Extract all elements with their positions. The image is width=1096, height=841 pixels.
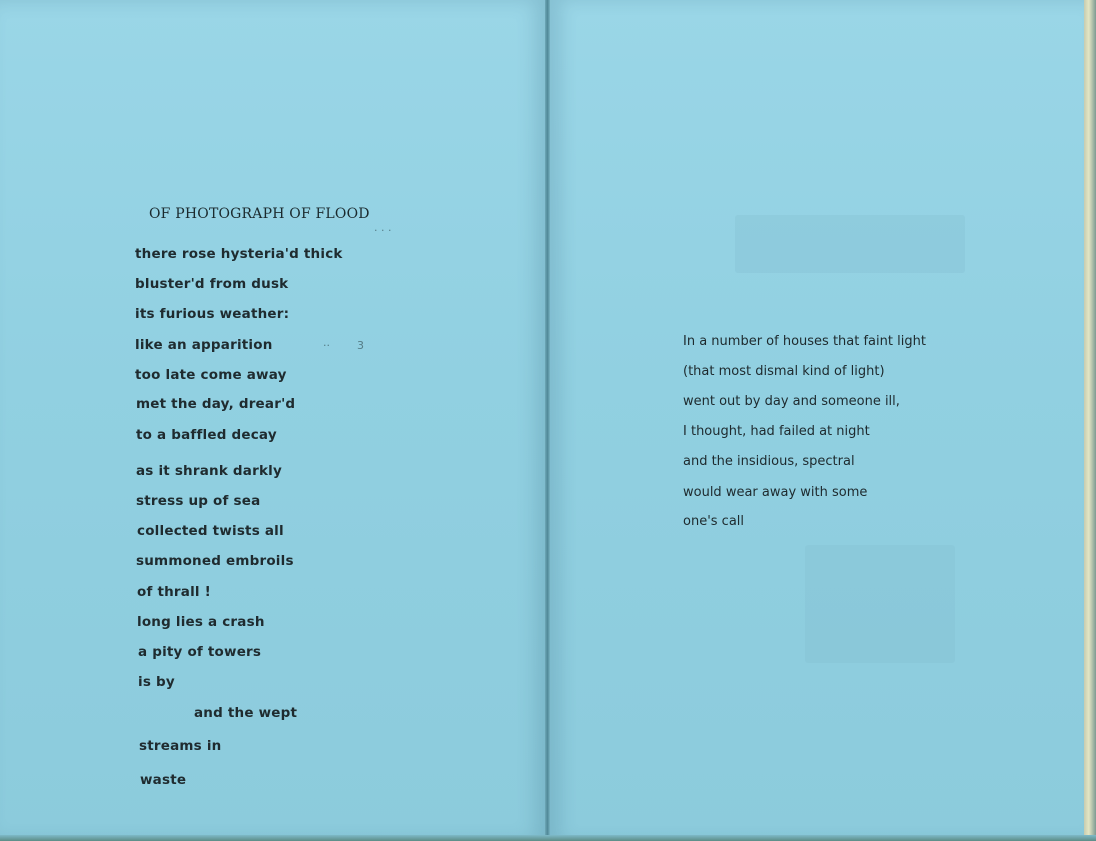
page-edges [1084,0,1096,841]
ink-speck: ·· [323,339,330,352]
show-through-block [735,215,965,273]
poem-line: to a baffled decay [136,427,277,443]
poem-line: would wear away with some [683,485,868,500]
poem-line: I thought, had failed at night [683,424,870,439]
poem-line: collected twists all [137,523,284,539]
show-through-block [805,545,955,663]
poem-line: In a number of houses that faint light [683,334,926,349]
bottom-page-edge [0,835,1096,841]
poem-line: there rose hysteria'd thick [135,246,343,262]
poem-line: its furious weather: [135,306,290,322]
poem-line: as it shrank darkly [136,463,282,479]
poem-line: summoned embroils [136,553,294,569]
poem-line: went out by day and someone ill, [683,394,900,409]
ink-speck: 3 [357,339,364,352]
poem-line: of thrall ! [137,584,211,600]
poem-line: streams in [139,738,222,754]
poem-line: one's call [683,514,745,529]
poem-line: too late come away [135,367,287,383]
poem-title: OF PHOTOGRAPH OF FLOOD [149,206,370,222]
poem-line: bluster'd from dusk [135,276,289,292]
poem-line: like an apparition [135,337,273,353]
poem-line: long lies a crash [137,614,265,630]
poem-line: stress up of sea [136,493,261,509]
poem-line: and the wept [194,705,298,721]
ink-speck: · · · [374,224,392,237]
poem-line: a pity of towers [138,644,262,660]
poem-line: met the day, drear'd [136,396,296,412]
book-gutter [545,0,550,841]
right-page [549,0,1085,841]
poem-line: (that most dismal kind of light) [683,364,885,379]
poem-line: is by [138,674,175,690]
poem-line: and the insidious, spectral [683,454,855,469]
poem-line: waste [140,772,187,788]
